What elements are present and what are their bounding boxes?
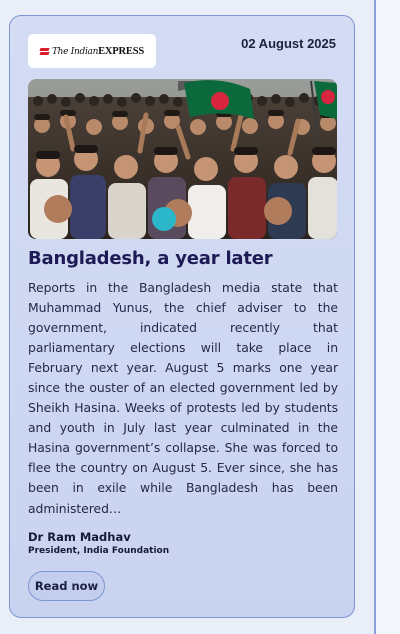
read-now-button[interactable]: Read now [28, 571, 105, 601]
article-date: 02 August 2025 [241, 36, 336, 51]
publisher-logo-text [52, 46, 144, 57]
publisher-logo [28, 34, 156, 68]
article-card[interactable] [9, 15, 355, 618]
indian-express-mark-icon [40, 47, 49, 56]
page-gutter [376, 0, 400, 634]
author-role: President, India Foundation [28, 546, 170, 556]
author-name: Dr Ram Madhav [28, 530, 131, 544]
publisher-logo-name: EXPRESS [98, 45, 144, 57]
protest-crowd-photo [28, 79, 337, 239]
article-summary: Reports in the Bangladesh media state that Muhammad Yunus, the chief adviser to the government, indicated recently that parliamentary elections will take place in February next year. August 5 marks one year since the ouster of an elected government led by Sheikh Hasina. Weeks of protests led by students and youth in July last year culminated in the Hasina government’s collapse. She was forced to flee the country on August 5. Ever since, she has been in exile while Bangladesh has been administered… [28, 280, 338, 516]
article-headline[interactable]: Bangladesh, a year later [28, 248, 273, 269]
publisher-logo-prefix: The Indian [51, 46, 99, 57]
article-photo[interactable] [28, 79, 337, 239]
